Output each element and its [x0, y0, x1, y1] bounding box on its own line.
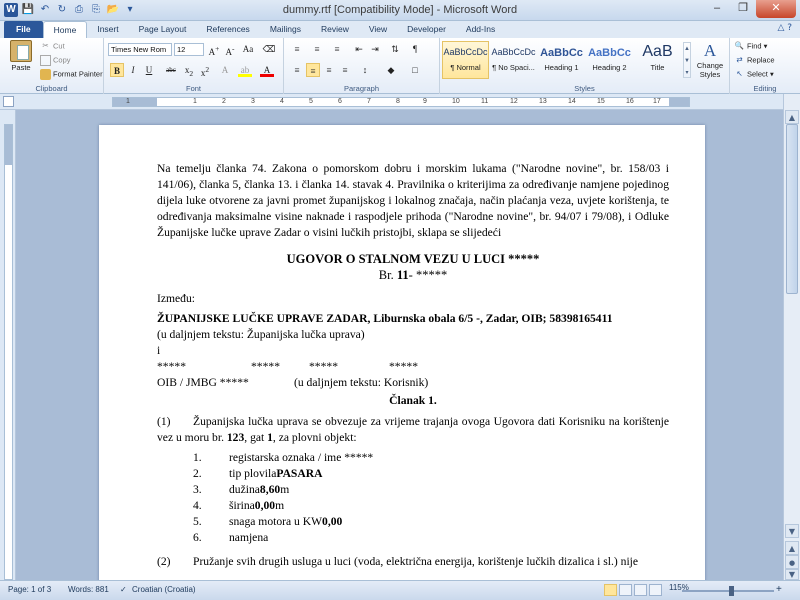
- list-value: 8,60: [259, 483, 281, 496]
- justify-icon[interactable]: ≡: [342, 65, 348, 75]
- stars-placeholder: *****: [251, 360, 280, 373]
- highlight-icon[interactable]: ab: [238, 63, 252, 77]
- style-sample: AaBbCc: [588, 47, 631, 59]
- sort-icon[interactable]: ⇅: [391, 44, 399, 54]
- next-page-icon[interactable]: ▼: [785, 569, 799, 580]
- ruler-number: 5: [309, 98, 313, 105]
- list-unit: m: [280, 483, 290, 496]
- styles-label: Styles: [574, 84, 595, 93]
- replace-icon: ⇄: [736, 55, 743, 64]
- paragraph-2: [157, 554, 669, 570]
- style-normal[interactable]: [442, 41, 489, 79]
- vessel-list: [193, 450, 669, 546]
- paste-icon: [10, 40, 32, 62]
- print-layout-view-button[interactable]: [604, 584, 617, 596]
- and-line: i: [157, 344, 161, 357]
- clear-formatting-icon[interactable]: ⌫: [262, 44, 276, 54]
- save-icon[interactable]: 💾: [21, 4, 35, 15]
- oib-line: [157, 375, 669, 391]
- style-name: ¶ No Spaci...: [492, 63, 535, 72]
- italic-button[interactable]: I: [131, 65, 135, 75]
- font-size-field[interactable]: 12: [174, 43, 204, 56]
- word-app-icon[interactable]: W: [4, 3, 18, 17]
- list-value: 0,00: [322, 515, 343, 528]
- right-margin-band: [669, 98, 689, 106]
- party2-note: (u daljnjem tekstu: Korisnik): [294, 376, 429, 389]
- select-browse-object-icon[interactable]: ●: [785, 555, 799, 569]
- subscript-button[interactable]: $x_2$: [184, 65, 194, 78]
- paragraph-1-text-e: , za plovni objekt:: [272, 431, 357, 444]
- outline-view-button[interactable]: [649, 584, 662, 596]
- tab-file[interactable]: File: [4, 21, 43, 38]
- font-color-icon[interactable]: A: [260, 63, 274, 77]
- style-sample: AaB: [642, 43, 673, 60]
- list-text: dužina: [229, 483, 260, 496]
- style-title[interactable]: [634, 41, 681, 79]
- ruler-number: 1: [126, 98, 130, 105]
- scroll-thumb[interactable]: [786, 124, 798, 294]
- ruler-number: 2: [222, 98, 226, 105]
- stars-placeholder: *****: [157, 360, 186, 373]
- copy-label: Copy: [53, 55, 71, 65]
- cut-label: Cut: [53, 41, 65, 51]
- vertical-ruler-track: [4, 124, 13, 580]
- increase-indent-icon[interactable]: ⇥: [371, 44, 379, 54]
- list-text: širina: [229, 499, 255, 512]
- list-number: 5.: [193, 515, 202, 528]
- list-number: 2.: [193, 467, 202, 480]
- list-unit: m: [275, 499, 285, 512]
- language[interactable]: [120, 585, 196, 594]
- style-name: Title: [650, 63, 665, 72]
- list-text: snaga motora u KW: [229, 515, 323, 528]
- stars-row: [157, 359, 669, 375]
- stars-placeholder: *****: [389, 360, 418, 373]
- window-title: dummy.rtf [Compatibility Mode] - Microsoft Word: [282, 4, 518, 16]
- style-heading-1[interactable]: [538, 41, 585, 79]
- contract-number-prefix: Br.: [378, 268, 397, 282]
- style-sample: AaBbCcDc: [491, 47, 536, 57]
- print-preview-icon[interactable]: ⎙: [75, 4, 83, 15]
- list-item: [193, 450, 669, 466]
- align-center-icon[interactable]: ≡: [306, 63, 320, 77]
- list-text: registarska oznaka / ime *****: [229, 451, 374, 464]
- ruler-number: 10: [452, 98, 460, 105]
- ruler-number: 15: [597, 98, 605, 105]
- scroll-down-icon[interactable]: ▼: [785, 524, 799, 538]
- font-name-field[interactable]: Times New Rom: [108, 43, 172, 56]
- editing-label: Editing: [753, 84, 777, 93]
- left-margin-band: [113, 98, 157, 106]
- ruler-number: 16: [626, 98, 634, 105]
- replace-button[interactable]: [734, 55, 775, 66]
- underline-button[interactable]: U: [145, 65, 153, 75]
- paragraph-1-text-c: , gat: [244, 431, 268, 444]
- redo-icon[interactable]: ↻: [57, 4, 67, 15]
- ruler-number: 12: [510, 98, 518, 105]
- list-number: 1.: [193, 451, 202, 464]
- cut-button[interactable]: [40, 41, 65, 52]
- minimize-button[interactable]: –: [713, 2, 721, 14]
- list-value: PASARA: [276, 467, 323, 480]
- style-no-spacing[interactable]: [490, 41, 537, 79]
- clipboard-group: [0, 38, 104, 94]
- select-button[interactable]: ↖ Select ▾: [734, 69, 774, 80]
- font-group: [104, 38, 284, 94]
- tab-add-ins[interactable]: Add-Ins: [465, 24, 496, 34]
- list-text: namjena: [229, 531, 269, 544]
- document-workspace[interactable]: [16, 110, 783, 580]
- contract-title: [157, 251, 669, 267]
- ruler-number: 17: [653, 98, 661, 105]
- copy-button[interactable]: [40, 55, 71, 66]
- word-count[interactable]: Words: 881: [68, 585, 109, 594]
- zoom-in-icon[interactable]: +: [776, 584, 782, 595]
- tab-page-layout[interactable]: Page Layout: [138, 24, 187, 34]
- window-controls: [704, 0, 796, 18]
- undo-icon[interactable]: ↶: [40, 4, 50, 15]
- style-sample: AaBbCc: [540, 47, 583, 59]
- zoom-slider-thumb[interactable]: [729, 586, 734, 596]
- style-sample: AaBbCcDc: [443, 47, 488, 57]
- list-item: [193, 466, 669, 482]
- editing-group: [730, 38, 800, 94]
- tab-mailings[interactable]: Mailings: [269, 24, 301, 34]
- grow-font-icon[interactable]: A+: [208, 44, 220, 57]
- ruler-number: 1: [193, 98, 197, 105]
- pier-number: 1: [267, 431, 273, 444]
- binoculars-icon: 🔍: [734, 41, 745, 50]
- berth-number: 123: [226, 431, 245, 444]
- document-body[interactable]: [157, 161, 669, 570]
- text-effects-icon[interactable]: A: [221, 65, 229, 75]
- oib-label: OIB / JMBG *****: [157, 376, 249, 389]
- change-case-icon[interactable]: Aa: [242, 44, 254, 54]
- font-label: Font: [185, 84, 201, 93]
- line-spacing-icon[interactable]: ↕: [362, 65, 368, 75]
- paste-button[interactable]: [8, 40, 34, 72]
- ruler-number: 4: [280, 98, 284, 105]
- tab-review[interactable]: Review: [321, 24, 349, 34]
- tab-view[interactable]: View: [368, 24, 388, 34]
- bold-button[interactable]: B: [110, 63, 124, 77]
- ruler-track: [112, 97, 690, 107]
- paragraph-1-number: (1): [157, 415, 171, 428]
- article-heading: Članak 1.: [389, 394, 437, 407]
- between-label: Između:: [157, 292, 195, 305]
- decrease-indent-icon[interactable]: ⇤: [355, 44, 363, 54]
- previous-page-icon[interactable]: ▲: [785, 541, 799, 555]
- customize-qat-icon[interactable]: ▾: [127, 4, 133, 15]
- ruler-number: 9: [423, 98, 427, 105]
- list-value: 0,00: [254, 499, 276, 512]
- borders-icon[interactable]: □: [412, 65, 418, 75]
- ribbon-tabs: [0, 21, 800, 38]
- style-name: Heading 2: [592, 63, 627, 72]
- list-number: 4.: [193, 499, 202, 512]
- zoom-level[interactable]: [669, 583, 689, 592]
- contract-number: [157, 267, 669, 283]
- full-screen-reading-button[interactable]: [619, 584, 632, 596]
- ruler-number: 8: [396, 98, 400, 105]
- find-button[interactable]: 🔍 Find ▾: [734, 41, 768, 51]
- contract-title-text: UGOVOR O STALNOM VEZU U LUCI *****: [286, 252, 540, 266]
- paste-label: Paste: [11, 63, 31, 72]
- align-right-icon[interactable]: ≡: [326, 65, 332, 75]
- styles-scroll[interactable]: ▲ ▼ ▾: [683, 42, 691, 78]
- multilevel-list-icon[interactable]: ≡: [334, 44, 340, 54]
- party1-line: ŽUPANIJSKE LUČKE UPRAVE ZADAR, Liburnska obala 6/5 -, Zadar, OIB; 58398165411: [157, 312, 613, 325]
- style-name: Heading 1: [544, 63, 579, 72]
- ruler-number: 14: [568, 98, 576, 105]
- ruler-number: 13: [539, 98, 547, 105]
- zoom-slider[interactable]: [682, 590, 774, 592]
- brush-icon: [40, 69, 51, 80]
- show-formatting-icon[interactable]: ¶: [412, 44, 418, 54]
- change-styles-button[interactable]: [694, 41, 726, 79]
- paragraph-1-text-a: Županijska lučka uprava se obvezuje za vrijeme trajanja ovoga Ugovora dati Korisniku na korištenje vez u moru br.: [157, 415, 669, 444]
- list-item: [193, 482, 669, 498]
- title-bar: [0, 0, 800, 21]
- paragraph-label: Paragraph: [343, 84, 380, 93]
- numbering-icon[interactable]: ≡: [314, 44, 320, 54]
- shrink-font-icon[interactable]: A-: [225, 44, 235, 57]
- copy-icon: [40, 55, 51, 66]
- paragraph-2-text: Pružanje svih drugih usluga u luci (voda, električna energija, korištenje lučkih dizalica i sl.) nije: [193, 555, 639, 568]
- proofing-icon: ✓: [120, 585, 127, 594]
- ruler-number: 11: [481, 98, 489, 105]
- styles-group: [440, 38, 730, 94]
- select-icon: ↖: [736, 69, 743, 78]
- format-painter-label: Format Painter: [53, 69, 103, 79]
- paragraph-2-number: (2): [157, 555, 171, 568]
- paragraph-group: [284, 38, 440, 94]
- select-label: Select: [747, 69, 768, 79]
- close-button[interactable]: ✕: [756, 0, 796, 18]
- find-label: Find: [747, 41, 762, 51]
- zoom-level-value: 115%: [669, 583, 689, 592]
- restore-button[interactable]: ❐: [738, 2, 748, 14]
- tab-developer[interactable]: Developer: [407, 24, 446, 34]
- paragraph-1: [157, 414, 669, 446]
- tab-references[interactable]: References: [206, 24, 250, 34]
- format-painter-button[interactable]: [40, 69, 103, 80]
- horizontal-ruler[interactable]: [0, 94, 800, 110]
- list-number: 3.: [193, 483, 202, 496]
- tab-insert[interactable]: Insert: [97, 24, 119, 34]
- style-name: ¶ Normal: [450, 63, 481, 72]
- align-left-icon[interactable]: ≡: [294, 65, 300, 75]
- party1-note: (u daljnjem tekstu: Županijska lučka uprava): [157, 328, 365, 341]
- clipboard-label: Clipboard: [35, 84, 68, 93]
- page-count[interactable]: Page: 1 of 3: [8, 585, 52, 594]
- ruler-number: 7: [367, 98, 371, 105]
- stars-placeholder: *****: [309, 360, 338, 373]
- list-item: [193, 498, 669, 514]
- ribbon: [0, 38, 800, 94]
- change-styles-label: Change Styles: [696, 61, 724, 79]
- print-icon[interactable]: ⎘: [92, 4, 100, 15]
- tab-selector-icon[interactable]: [3, 96, 14, 107]
- web-layout-button[interactable]: [634, 584, 647, 596]
- document-page[interactable]: [99, 125, 705, 580]
- list-item: [193, 530, 669, 546]
- vertical-scrollbar[interactable]: [783, 94, 800, 580]
- scroll-up-icon[interactable]: ▲: [785, 110, 799, 124]
- shading-icon[interactable]: ◆: [387, 65, 395, 75]
- list-item: [193, 514, 669, 530]
- language-label: Croatian (Croatia): [132, 585, 196, 594]
- style-heading-2[interactable]: [586, 41, 633, 79]
- top-margin-band: [5, 125, 12, 165]
- contract-number-suffix: - *****: [408, 268, 448, 282]
- ruler-number: 3: [251, 98, 255, 105]
- list-number: 6.: [193, 531, 202, 544]
- change-styles-icon: A: [703, 41, 717, 60]
- help-icon[interactable]: △ ?: [777, 23, 792, 33]
- list-text: tip plovila: [229, 467, 277, 480]
- superscript-button[interactable]: $x^2$: [200, 65, 210, 78]
- tab-home[interactable]: Home: [43, 21, 88, 38]
- replace-label: Replace: [747, 55, 775, 65]
- ruler-number: 6: [338, 98, 342, 105]
- open-folder-icon[interactable]: 📂: [106, 4, 120, 15]
- contract-number-value: 11: [396, 268, 409, 282]
- scissors-icon: ✂: [42, 41, 49, 50]
- strikethrough-button[interactable]: abc: [166, 66, 176, 74]
- bullets-icon[interactable]: ≡: [294, 44, 300, 54]
- intro-paragraph: Na temelju članka 74. Zakona o pomorskom dobru i morskim lukama ("Narodne novine", br. 158/03 i 141/06), članka 5, članka 13. i članka 14. stavak 4. Pravilnika o kriterijima za određivanje namjene pojedinog dijela luke otvorene za javni promet županijskog i lokalnog značaja, način plaćanja veza, uvjete korištenja, te određivanja maksimalne visine naknade i raspodjele prihoda ("Narodne novine", br. 94/07 i 79/08), i Odluke Županijske lučke uprave Zadar o visini lučkih pristojbi, sklapa se slijedeći: [157, 162, 669, 239]
- vertical-ruler[interactable]: [0, 110, 16, 580]
